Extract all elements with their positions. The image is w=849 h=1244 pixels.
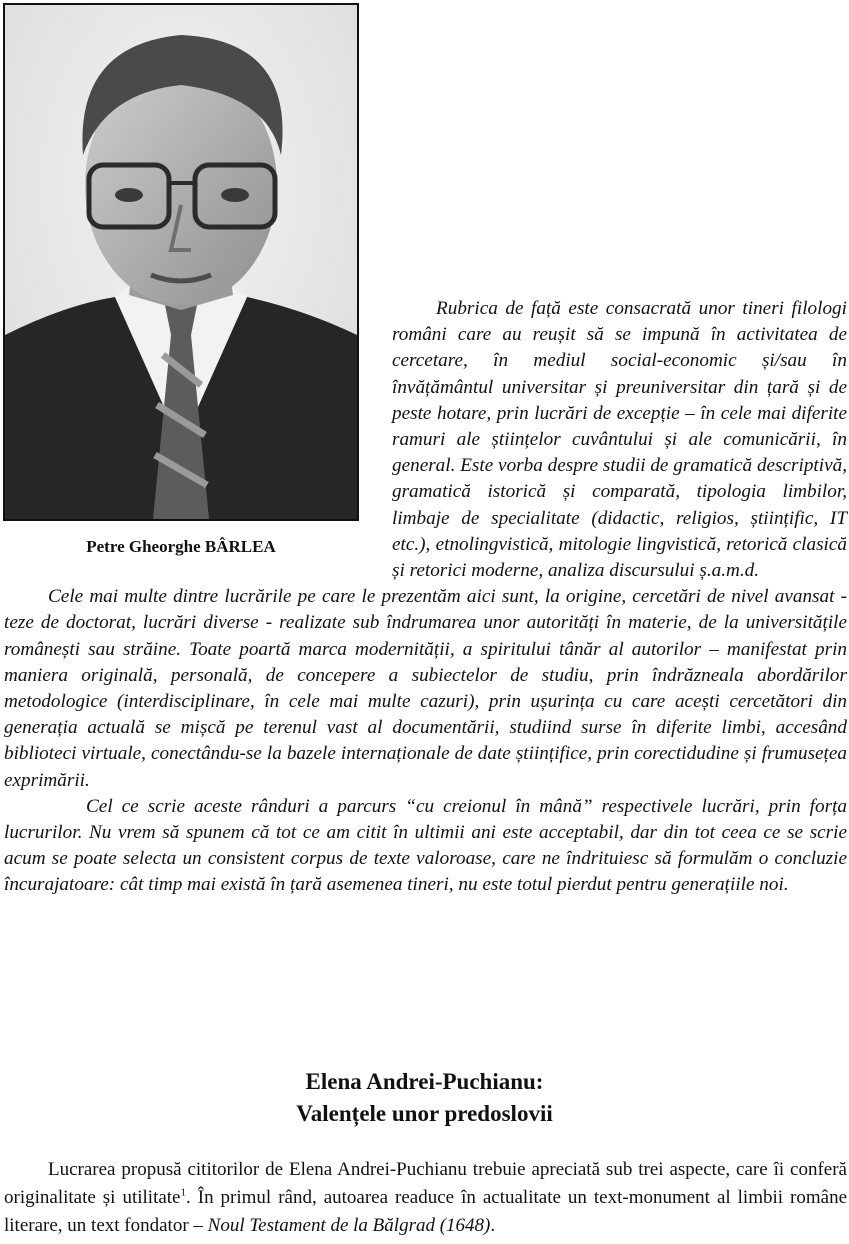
intro-section xyxy=(4,296,847,899)
article-body-start: Lucrarea propusă cititorilor de Elena Andrei-Puchianu trebuie apreciată sub trei aspecte, care îi conferă originalitate și utilitate xyxy=(4,1159,847,1208)
article-heading xyxy=(0,1066,849,1130)
article-body-paragraph xyxy=(4,1156,847,1240)
intro-paragraph-3-text: Cel ce scrie aceste rânduri a parcurs “cu creionul în mână” respectivele lucrări, prin forța lucrurilor. Nu vrem să spunem că tot ce am citit în ultimii ani este acceptabil, dar din tot ceea ce se scrie acum se poate selecta un consistent corpus de texte valoroase, care ne îndrituiesc să formulăm o concluzie încurajatoare: cât timp mai există în țară asemenea tineri, nu este totul pierdut pentru generațiile noi. xyxy=(4,795,847,896)
article-title-line-2: Valențele unor predoslovii xyxy=(296,1101,553,1126)
article-body-end: . xyxy=(490,1215,496,1236)
portrait-caption: Petre Gheorghe BÂRLEA xyxy=(86,537,276,556)
intro-paragraph-2: Cele mai multe dintre lucrările pe care le prezentăm aici sunt, la origine, cercetări de nivel avansat - teze de doctorat, lucrări diverse - realizate sub îndrumarea unor autorități în materie, de la universitățile românești sau străine. Toate poartă marca modernității, a spiritului tânăr al autorilor – manifestat prin maniera originală, personală, de concepere a subiectelor de studiu, prin îndrăzneala abordărilor metodologice (interdisciplinare, în cele mai multe cazuri), prin ușurința cu care acești cercetători din generația actuală se mișcă pe terenul vast al documentării, studiind surse în diferite limbi, accesând biblioteci virtuale, conectându-se la bazele internaționale de date științifice, prin corectidudine și frumusețea exprimării. xyxy=(4,586,847,791)
article-body-title-reference: Noul Testament de la Bălgrad (1648) xyxy=(207,1215,491,1236)
photo-float-spacer xyxy=(4,296,392,582)
footnote-marker[interactable]: 1 xyxy=(180,1186,186,1199)
intro-paragraph-3 xyxy=(4,794,847,899)
article-body-middle: . În primul rând, autoarea readuce în actualitate un text-monument al limbii române literare, un text fondator – xyxy=(4,1187,848,1236)
intro-paragraph-1-text: Rubrica de față este consacrată unor tineri filologi români care au reușit să se impună în activitatea de cercetare, în mediul social-economic și/sau în învățământul universitar și preuniversitar din țară și de peste hotare, prin lucrări de excepție – în cele mai diferite ramuri ale științelor cuvântului și ale comunicării, în general. Este vorba despre studii de gramatică descriptivă, gramatică istorică și comparată, tipologia limbilor, limbaje de specialitate (didactic, religios, științific, IT etc.), etnolingvistică, mitologie lingvistică, retorică clasică și retorici moderne, analiza discursului ș.a.m.d. xyxy=(392,298,847,582)
article-title-line-1: Elena Andrei-Puchianu: xyxy=(305,1069,544,1094)
